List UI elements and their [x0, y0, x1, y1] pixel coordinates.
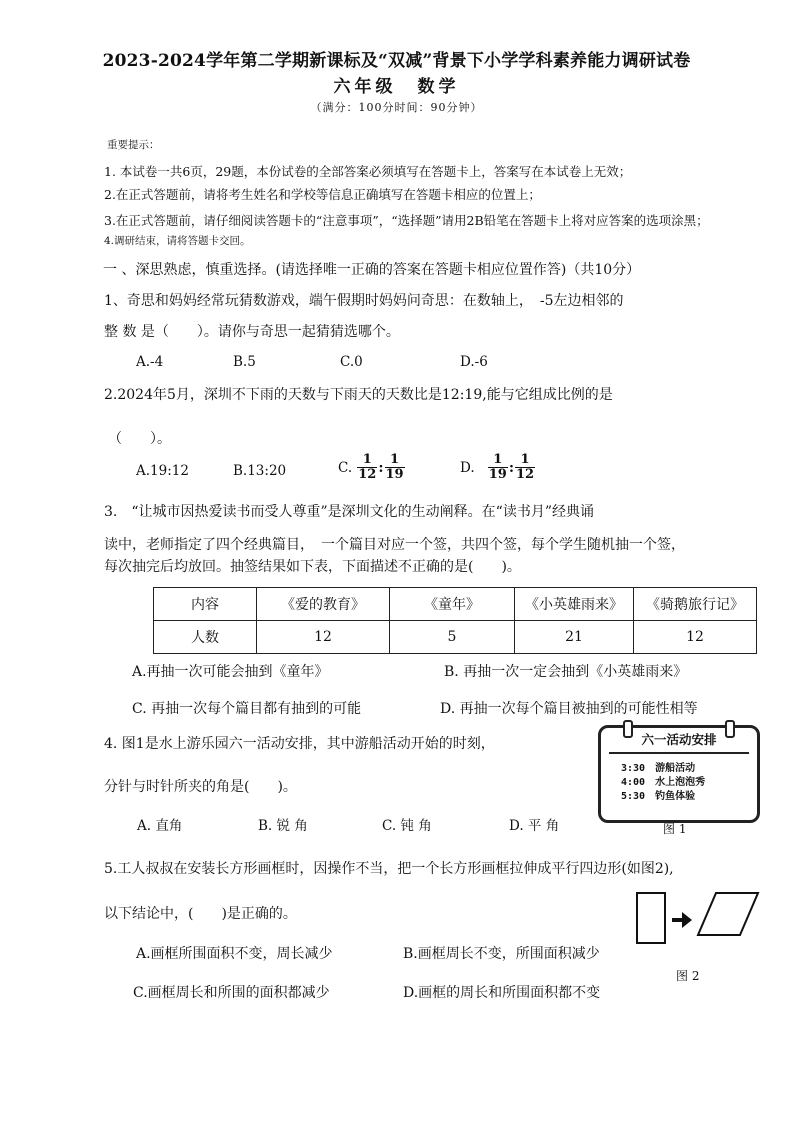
- section-heading: 一 、深思熟虑，慎重选择。(请选择唯一正确的答案在答题卡相应位置作答)（共10分）: [103, 262, 641, 278]
- parallelogram-frame-shape: [698, 893, 758, 935]
- q3-option-d: D. 再抽一次每个篇目被抽到的可能性相等: [440, 701, 698, 717]
- q3-option-a: A.再抽一次可能会抽到《童年》: [132, 664, 329, 680]
- schedule-row: 4:00 水上泡泡秀: [621, 777, 706, 788]
- fraction: $\frac{1}{12}$: [516, 452, 535, 482]
- table-header-cell: 《骑鹅旅行记》: [634, 588, 757, 621]
- q1-option-c: C.0: [340, 354, 363, 370]
- q2-option-c: C. $\frac{1}{12}$ : $\frac{1}{19}$: [338, 452, 404, 482]
- q4-option-b: B. 锐 角: [258, 818, 308, 834]
- figure-2-caption: 图 2: [676, 969, 700, 983]
- table-cell: 12: [634, 621, 757, 654]
- schedule-row: 3:30 游船活动: [621, 763, 696, 774]
- schedule-divider: [609, 752, 749, 754]
- rectangle-frame-shape: [637, 893, 665, 943]
- notice-line-4: 4.调研结束，请将答题卡交回。: [104, 235, 251, 247]
- schedule-row: 5:30 钓鱼体验: [621, 791, 696, 802]
- q5-line-1: 5.工人叔叔在安装长方形画框时，因操作不当，把一个长方形画框拉伸成平行四边形(如图2),: [104, 861, 674, 877]
- q3-option-c: C. 再抽一次每个篇目都有抽到的可能: [132, 701, 362, 717]
- table-header-cell: 《爱的教育》: [257, 588, 390, 621]
- q2-line-1: 2.2024年5月，深圳不下雨的天数与下雨天的天数比是12:19,能与它组成比例的是: [104, 387, 613, 403]
- q1-option-d: D.-6: [460, 354, 488, 370]
- table-header-cell: 《小英雄雨来》: [515, 588, 634, 621]
- q4-line-1: 4. 图1是水上游乐园六一活动安排，其中游船活动开始的时刻，: [104, 736, 495, 752]
- paper-subject: 六年级 数学: [333, 77, 460, 97]
- activity-schedule-figure: [598, 725, 760, 823]
- schedule-rows: [621, 762, 705, 804]
- q3-line-2: 读中，老师指定了四个经典篇目， 一个篇目对应一个签，共四个签，每个学生随机抽一个签，: [104, 537, 685, 553]
- q2-option-a: A.19:12: [136, 463, 189, 479]
- notice-line-2: 2.在正式答题前，请将考生姓名和学校等信息正确填写在答题卡相应的位置上；: [104, 187, 541, 202]
- fraction: $\frac{1}{19}$: [488, 452, 507, 482]
- q5-option-a: A.画框所围面积不变，周长减少: [136, 946, 333, 962]
- q1-line-2: 整 数 是（ ）。请你与奇思一起猜猜选哪个。: [104, 324, 400, 340]
- q2-option-c-label: C.: [338, 460, 353, 476]
- q3-option-b: B. 再抽一次一定会抽到《小英雄雨来》: [444, 664, 688, 680]
- q1-option-b: B.5: [233, 354, 256, 370]
- paper-title: 2023-2024学年第二学期新课标及“双减”背景下小学学科素养能力调研试卷: [102, 51, 691, 71]
- table-row: [154, 621, 757, 654]
- schedule-title: 六一活动安排: [641, 732, 717, 747]
- q2-option-b: B.13:20: [233, 463, 287, 479]
- arrow-right-icon: [672, 912, 692, 928]
- full-mark-note: （满分：100分时间：90分钟）: [310, 101, 483, 114]
- table-cell: 5: [390, 621, 515, 654]
- q5-line-2: 以下结论中，( )是正确的。: [104, 906, 297, 922]
- figure-2-frame-diagram: [634, 890, 762, 948]
- figure-1-caption: 图 1: [663, 822, 687, 836]
- q3-line-3: 每次抽完后均放回。抽签结果如下表，下面描述不正确的是( )。: [104, 559, 521, 575]
- notice-heading: 重要提示：: [107, 139, 160, 151]
- q1-line-1: 1、奇思和妈妈经常玩猜数游戏，端午假期时妈妈问奇思：在数轴上， -5左边相邻的: [104, 293, 624, 309]
- q2-line-2: （ ）。: [108, 431, 171, 447]
- table-header-row: [154, 588, 757, 621]
- fraction: $\frac{1}{19}$: [385, 452, 404, 482]
- table-cell: 人数: [154, 621, 257, 654]
- table-cell: 12: [257, 621, 390, 654]
- q4-line-2: 分针与时针所夹的角是( )。: [104, 779, 297, 795]
- q1-option-a: A.-4: [136, 354, 164, 370]
- q3-line-1: 3. “让城市因热爱读书而受人尊重”是深圳文化的生动阐释。在“读书月”经典诵: [104, 504, 594, 520]
- q2-option-d: D. $\frac{1}{19}$ : $\frac{1}{12}$: [460, 452, 535, 482]
- q5-option-d: D.画框的周长和所围面积都不变: [403, 985, 601, 1001]
- q5-option-c: C.画框周长和所围的面积都减少: [133, 985, 330, 1001]
- notice-line-1: 1. 本试卷一共6页，29题，本份试卷的全部答案必须填写在答题卡上，答案写在本试卷上无效；: [104, 164, 632, 179]
- table-cell: 21: [515, 621, 634, 654]
- q4-option-a: A. 直角: [137, 818, 183, 834]
- q4-option-c: C. 钝 角: [382, 818, 432, 834]
- q2-option-d-label: D.: [460, 460, 475, 476]
- q5-option-b: B.画框周长不变，所围面积减少: [403, 946, 600, 962]
- fraction: $\frac{1}{12}$: [358, 452, 377, 482]
- draw-result-table: [153, 587, 757, 654]
- table-header-cell: 《童年》: [390, 588, 515, 621]
- table-header-cell: 内容: [154, 588, 257, 621]
- notice-line-3: 3.在正式答题前，请仔细阅读答题卡的“注意事项”，“选择题”请用2B铅笔在答题卡上将对应答案的选项涂黑；: [104, 213, 709, 228]
- q4-option-d: D. 平 角: [509, 818, 560, 834]
